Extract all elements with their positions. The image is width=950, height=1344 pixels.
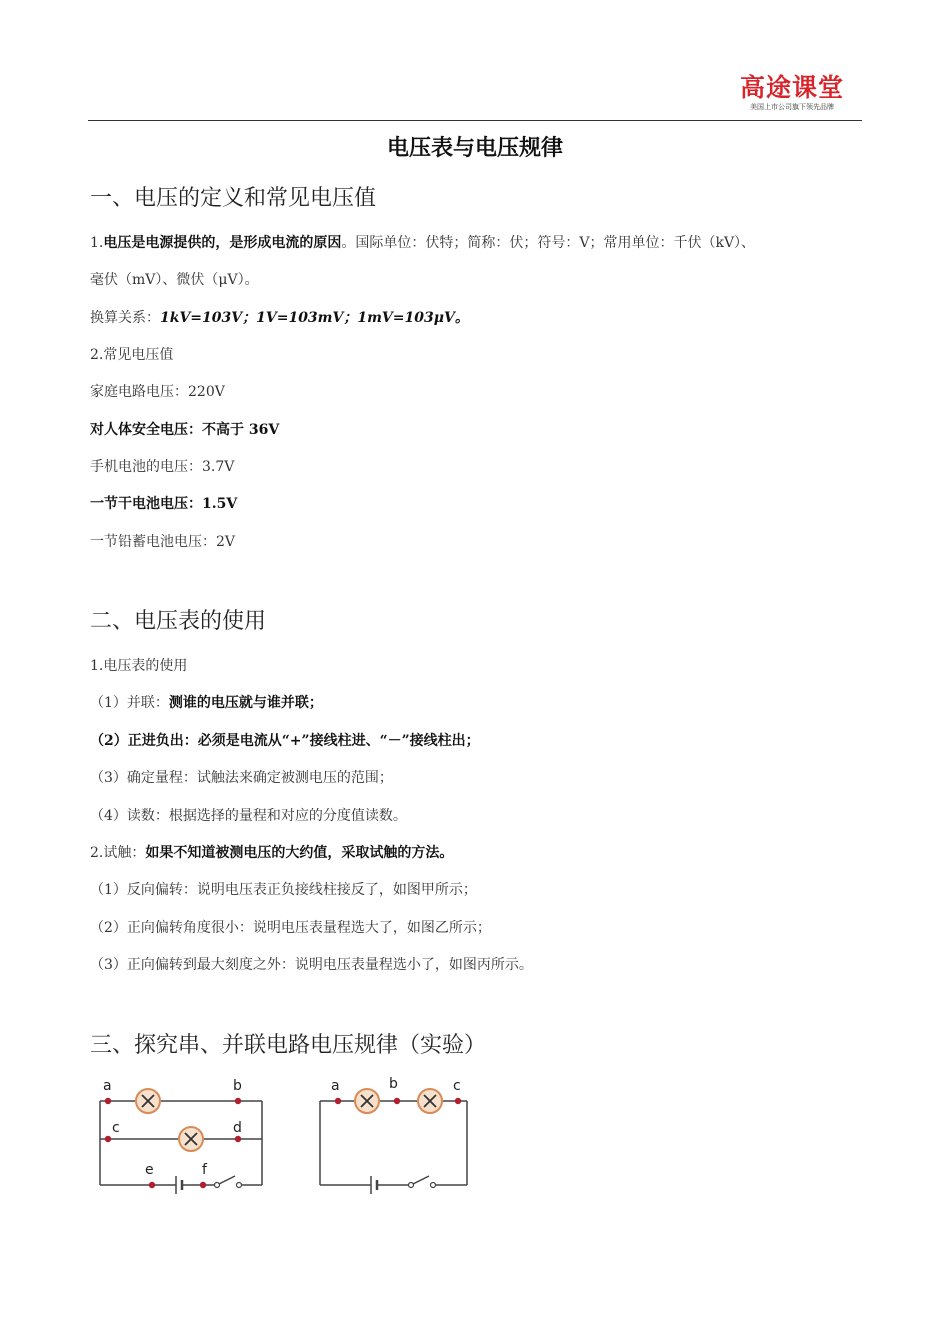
rule-range: （3）确定量程：试触法来确定被测电压的范围； (90, 770, 393, 786)
label-series-a: a (331, 1078, 340, 1094)
safe-voltage: 对人体安全电压：不高于 36V (90, 422, 280, 438)
label-series-c: c (453, 1078, 461, 1094)
rule-reading: （4）读数：根据选择的量程和对应的分度值读数。 (90, 808, 407, 824)
logo-tagline: 美国上市公司旗下领先品牌 (750, 103, 834, 111)
trial-label: 2.试触： (90, 845, 146, 861)
lamp-4 (418, 1089, 442, 1113)
trial-case-3: （3）正向偏转到最大刻度之外：说明电压表量程选小了，如图丙所示。 (90, 957, 533, 973)
label-d: d (233, 1120, 242, 1136)
circuit-diagrams (95, 1072, 485, 1202)
trial-subheading (90, 842, 453, 862)
label-series-b: b (389, 1076, 398, 1092)
line1-prefix: 1. (90, 235, 104, 251)
trial-case-1: （1）反向偏转：说明电压表正负接线柱接反了，如图甲所示； (90, 882, 477, 898)
section2-heading: 二、电压表的使用 (90, 609, 267, 634)
label-e: e (145, 1162, 154, 1178)
common-voltage-subheading: 2.常见电压值 (90, 347, 174, 363)
label-a: a (103, 1078, 112, 1094)
dry-cell-voltage: 一节干电池电压：1.5V (90, 496, 238, 512)
label-c: c (112, 1120, 120, 1136)
lamp-2 (179, 1127, 203, 1151)
header-divider (88, 120, 862, 121)
phone-battery-voltage: 手机电池的电压：3.7V (90, 459, 235, 475)
household-voltage: 家庭电路电压：220V (90, 384, 225, 400)
rule-parallel (90, 692, 323, 712)
line1-rest: 。国际单位：伏特；简称：伏；符号：V；常用单位：千伏（kV）、 (341, 235, 756, 251)
section1-heading: 一、电压的定义和常见电压值 (90, 186, 377, 211)
section1-line2: 毫伏（mV）、微伏（μV）。 (90, 272, 259, 288)
lamp-3 (355, 1089, 379, 1113)
conversion-value: 1kV=103V；1V=103mV；1mV=103μV。 (160, 310, 469, 326)
section1-line1 (90, 232, 755, 252)
trial-text: 如果不知道被测电压的大约值，采取试触的方法。 (145, 845, 454, 861)
parallel-circuit (100, 1101, 262, 1194)
section3-heading: 三、探究串、并联电路电压规律（实验） (90, 1033, 487, 1058)
line1-bold: 电压是电源提供的，是形成电流的原因 (103, 235, 342, 251)
series-terminals (335, 1098, 461, 1188)
parallel-terminals (105, 1098, 242, 1188)
lead-acid-voltage: 一节铅蓄电池电压：2V (90, 534, 236, 550)
rule-parallel-label: （1）并联： (90, 695, 169, 711)
label-f: f (202, 1162, 207, 1178)
series-circuit (320, 1101, 467, 1194)
brand-logo (738, 74, 846, 112)
lamp-1 (136, 1089, 160, 1113)
conversion-line (90, 307, 469, 327)
rule-parallel-text: 测谁的电压就与谁并联； (168, 695, 323, 711)
logo-name: 高途课堂 (739, 73, 844, 102)
rule-polarity: （2）正进负出：必须是电流从“+”接线柱进、“－”接线柱出； (90, 733, 480, 749)
label-b: b (233, 1078, 242, 1094)
voltmeter-usage-subheading: 1.电压表的使用 (90, 658, 188, 674)
trial-case-2: （2）正向偏转角度很小：说明电压表量程选大了，如图乙所示； (90, 920, 491, 936)
page-title: 电压表与电压规律 (386, 135, 563, 161)
conversion-label: 换算关系： (90, 310, 160, 326)
